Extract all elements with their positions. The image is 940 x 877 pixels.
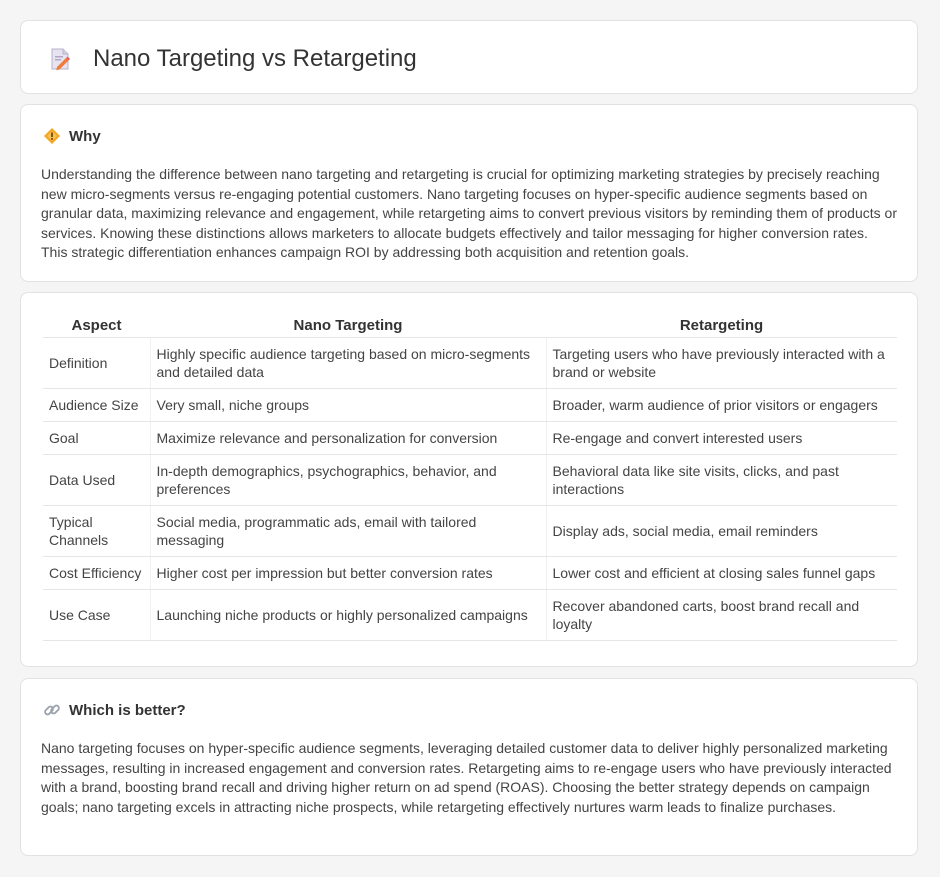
aspect-cell: Audience Size: [43, 389, 150, 422]
why-heading: [43, 127, 101, 145]
header-aspect: Aspect: [43, 315, 150, 338]
retargeting-cell: Targeting users who have previously interacted with a brand or website: [546, 338, 897, 389]
table-row: [43, 455, 897, 506]
nano-cell: Very small, niche groups: [150, 389, 546, 422]
nano-cell: Higher cost per impression but better conversion rates: [150, 557, 546, 590]
nano-cell: Maximize relevance and personalization for conversion: [150, 422, 546, 455]
aspect-cell: Typical Channels: [43, 506, 150, 557]
header-nano-targeting: Nano Targeting: [150, 315, 546, 338]
table-row: [43, 557, 897, 590]
table-row: [43, 338, 897, 389]
which-better-title: Which is better?: [69, 701, 186, 719]
table-row: [43, 590, 897, 641]
retargeting-cell: Recover abandoned carts, boost brand recall and loyalty: [546, 590, 897, 641]
aspect-cell: Cost Efficiency: [43, 557, 150, 590]
link-icon: [43, 701, 61, 719]
retargeting-cell: Re-engage and convert interested users: [546, 422, 897, 455]
which-better-text: Nano targeting focuses on hyper-specific audience segments, leveraging detailed customer data to deliver highly personalized marketing messages, resulting in increased engagement and conversion rates. Retargeting aims to re-engage users who have previously interacted with a brand, boosting brand recall and driving higher return on ad spend (ROAS). Choosing the better strategy depends on campaign goals; nano targeting excels in attracting niche prospects, while retargeting effectively nurtures warm leads to finalize purchases.: [41, 740, 892, 815]
table-row: [43, 389, 897, 422]
retargeting-cell: Broader, warm audience of prior visitors or engagers: [546, 389, 897, 422]
header-retargeting: Retargeting: [546, 315, 897, 338]
document-pencil-icon: [47, 46, 73, 72]
nano-cell: Launching niche products or highly personalized campaigns: [150, 590, 546, 641]
retargeting-cell: Behavioral data like site visits, clicks, and past interactions: [546, 455, 897, 506]
table-row: [43, 506, 897, 557]
table-row: [43, 422, 897, 455]
header-card: [20, 20, 918, 94]
why-title: Why: [69, 127, 101, 145]
comparison-table: [43, 315, 897, 641]
nano-cell: In-depth demographics, psychographics, behavior, and preferences: [150, 455, 546, 506]
aspect-cell: Definition: [43, 338, 150, 389]
nano-cell: Highly specific audience targeting based on micro-segments and detailed data: [150, 338, 546, 389]
retargeting-cell: Display ads, social media, email reminders: [546, 506, 897, 557]
aspect-cell: Goal: [43, 422, 150, 455]
why-text: Understanding the difference between nano targeting and retargeting is crucial for optimizing marketing strategies by precisely reaching new micro-segments versus re-engaging potential customers. Nano targeting focuses on hyper-specific audience segments based on granular data, maximizing relevance and engagement, while retargeting aims to convert previous visitors by reminding them of products or services. Knowing these distinctions allows marketers to allocate budgets effectively and tailor messaging for higher conversion rates. This strategic differentiation enhances campaign ROI by addressing both acquisition and retention goals.: [41, 166, 897, 261]
table-header-row: [43, 315, 897, 338]
page-title: Nano Targeting vs Retargeting: [93, 45, 417, 72]
nano-cell: Social media, programmatic ads, email with tailored messaging: [150, 506, 546, 557]
diamond-warning-icon: [43, 127, 61, 145]
aspect-cell: Data Used: [43, 455, 150, 506]
title-row: [47, 45, 417, 73]
aspect-cell: Use Case: [43, 590, 150, 641]
why-card: [20, 104, 918, 282]
which-better-card: [20, 678, 918, 856]
comparison-card: [20, 292, 918, 667]
which-better-heading: [43, 701, 186, 719]
retargeting-cell: Lower cost and efficient at closing sales funnel gaps: [546, 557, 897, 590]
